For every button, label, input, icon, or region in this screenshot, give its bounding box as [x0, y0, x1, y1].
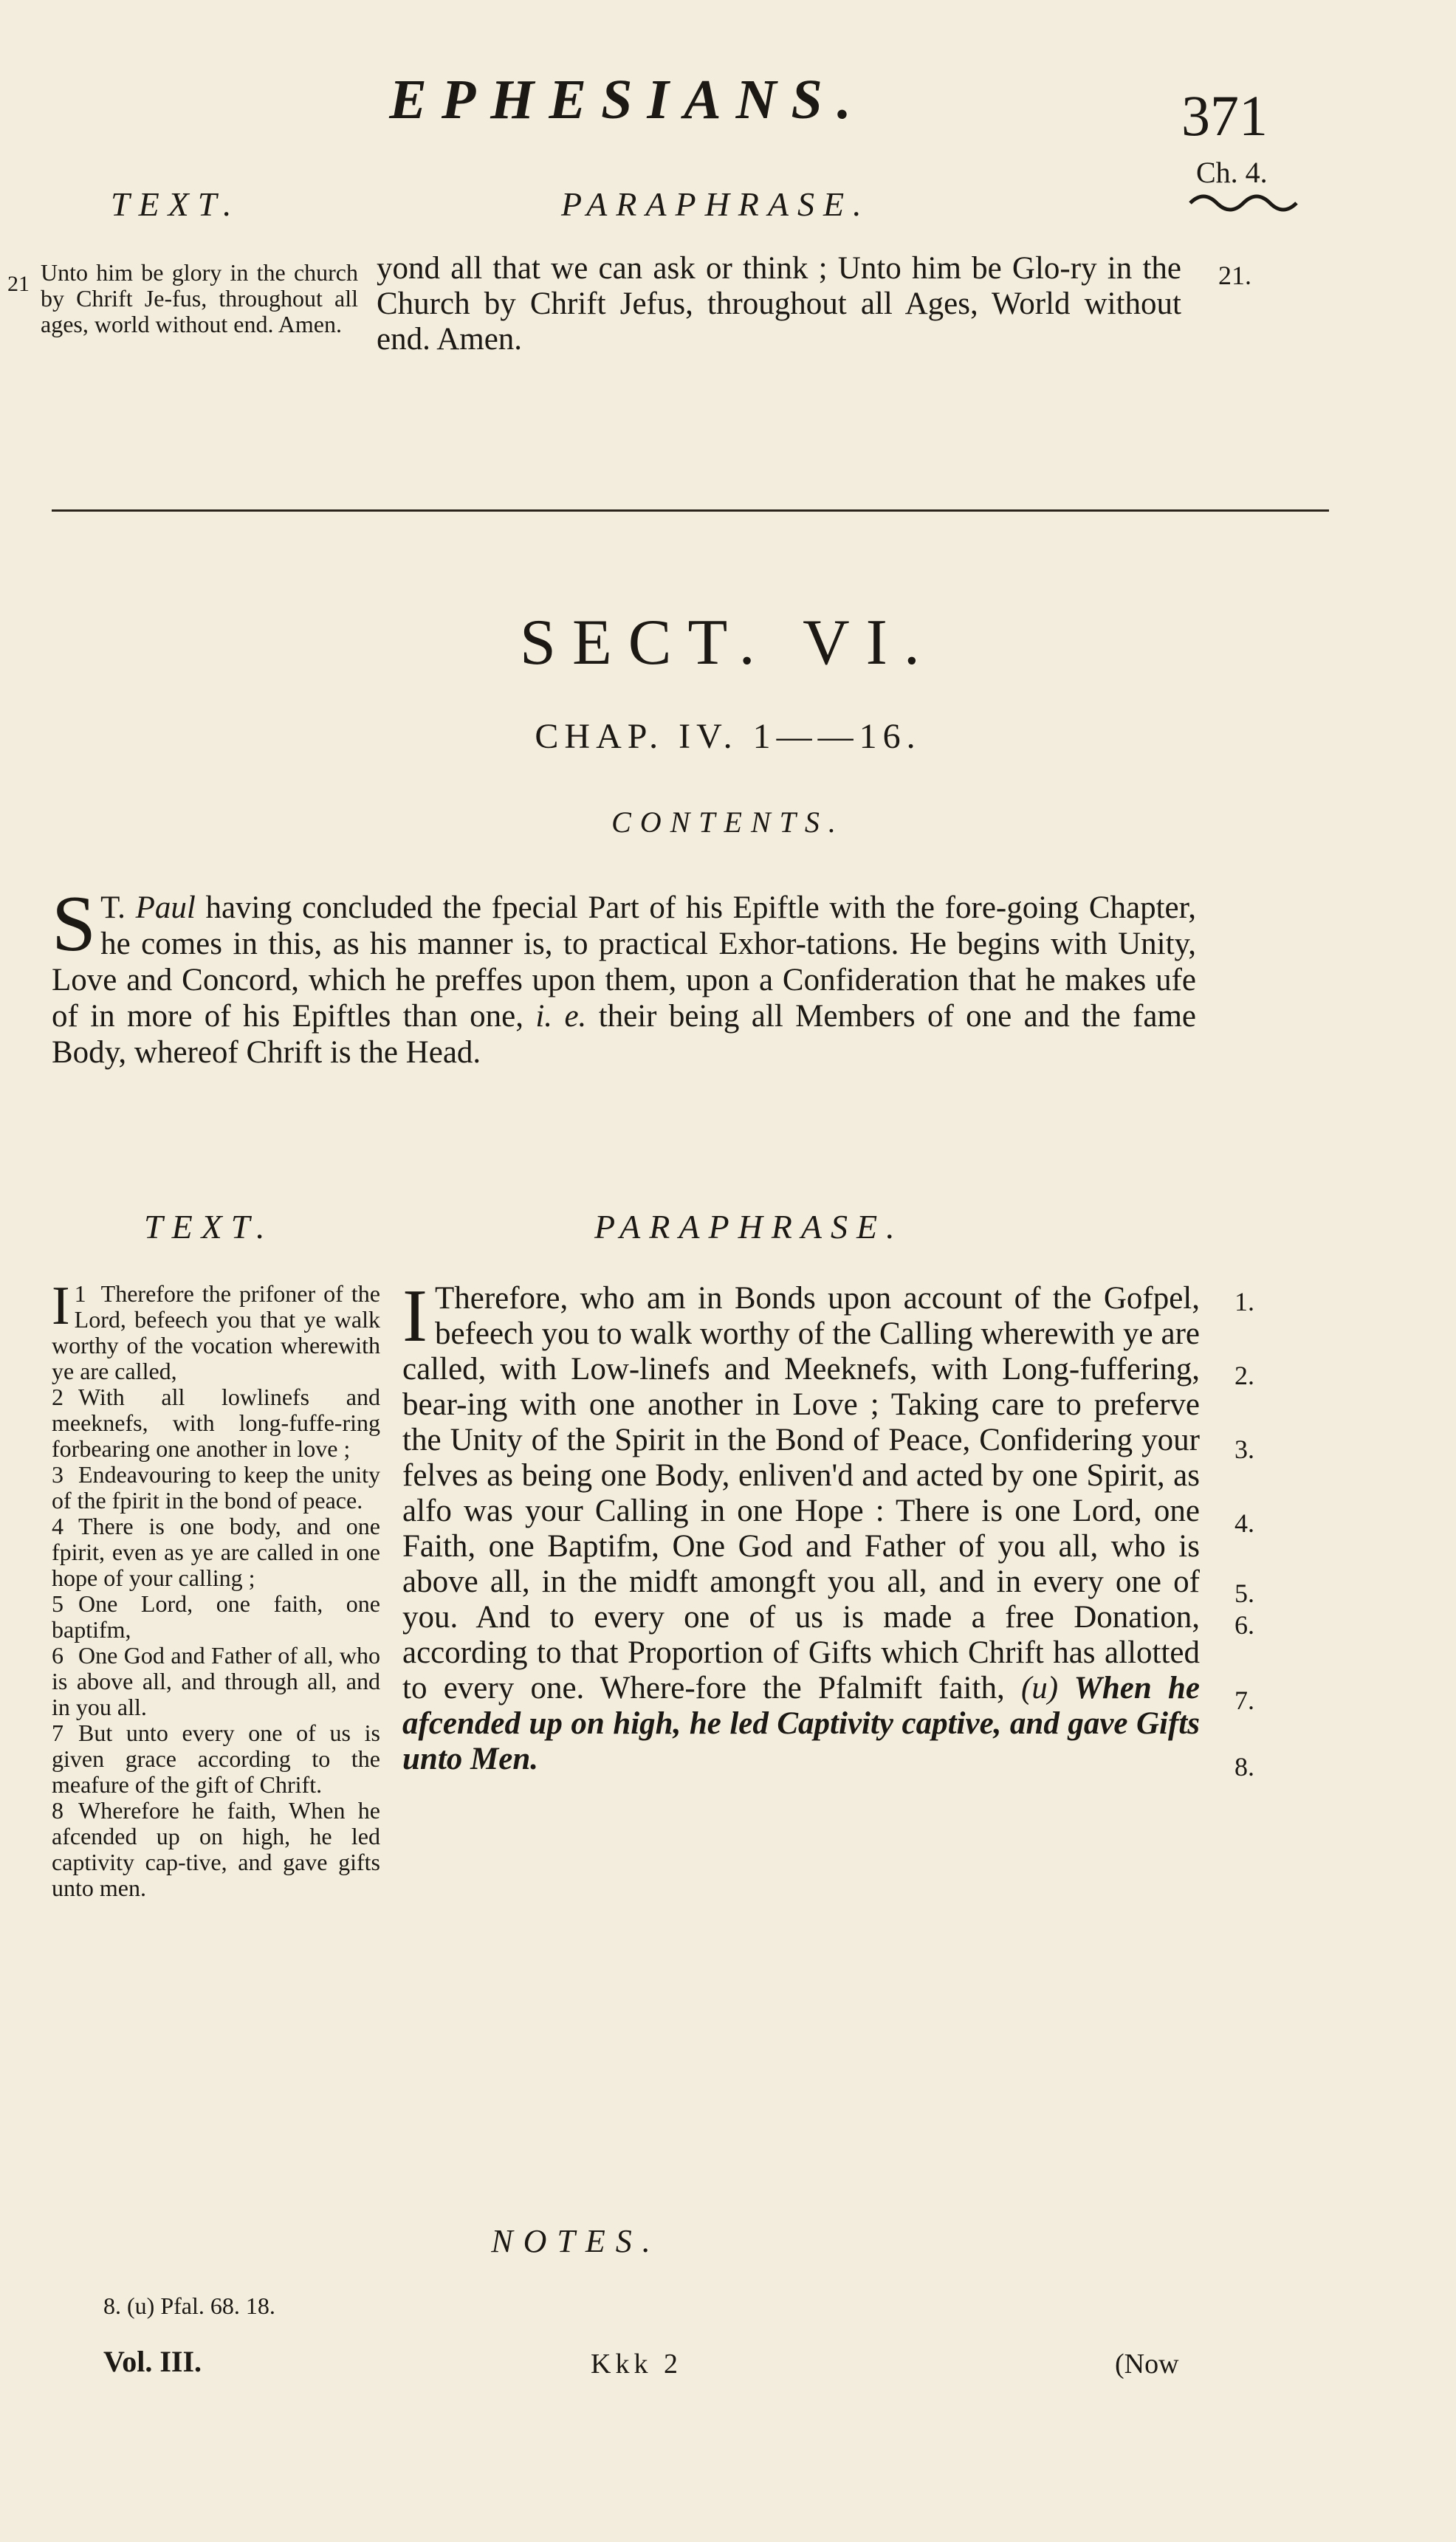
text-verse-3	[52, 1462, 380, 1514]
text-column-heading: TEXT.	[144, 1208, 274, 1246]
paraphrase-text-21: yond all that we can ask or think ; Unto him be Glo-ry in the Church by Chrift Jefus, throughout all Ages, World without end. Amen.	[377, 251, 1181, 357]
running-title: EPHESIANS.	[389, 69, 866, 131]
margin-number-2: 2.	[1234, 1361, 1254, 1390]
verse-text-21: Unto him be glory in the church by Chrift Je-fus, throughout all ages, world without end. Amen.	[41, 259, 358, 337]
margin-number-6: 6.	[1234, 1610, 1254, 1640]
verse-number-21: 21	[7, 272, 30, 296]
volume-label: Vol. III.	[103, 2345, 202, 2378]
paraphrase-column-heading-top: PARAPHRASE.	[561, 185, 870, 223]
text-verse-number: 1	[74, 1280, 86, 1307]
text-verse-drop-cap: I	[52, 1276, 70, 1336]
text-verse-8	[52, 1798, 380, 1901]
text-verse-2	[52, 1384, 380, 1462]
contents-name: Paul	[135, 890, 196, 925]
chapter-marker: Ch. 4.	[1196, 156, 1268, 189]
text-verse-5	[52, 1591, 380, 1643]
text-verse-number: 8	[52, 1797, 63, 1824]
margin-number-21: 21.	[1218, 261, 1251, 290]
text-verse-number: 3	[52, 1461, 63, 1488]
paraphrase-column	[402, 1274, 1201, 1777]
text-verse-7	[52, 1720, 380, 1798]
text-verse-body: Endeavouring to keep the unity of the fpirit in the bond of peace.	[52, 1461, 380, 1514]
text-verse-6	[52, 1643, 380, 1720]
paraphrase-body: Therefore, who am in Bonds upon account of the Gofpel, befeech you to walk worthy of the Calling wherewith ye are called, with Low-linefs and Meeknefs, with Long-fuffering, bear-ing with one another in Love ; Taking care to preferve the Unity of the Spirit in the Bond of Peace, Confidering your felves as being one Body, enliven'd and acted by one Spirit, as alfo was your Calling in one Hope : There is one Lord, one Faith, one Baptifm, One God and Father of you all, who is above all, in the midft amongft you all, and in every one of you. And to every one of us is made a free Donation, according to that Proportion of Gifts which Chrift has allotted to every one. Where-fore the Pfalmift faith,	[402, 1281, 1200, 1705]
contents-paragraph	[52, 880, 1196, 1071]
section-divider-rule	[52, 509, 1329, 512]
text-verse-body: With all lowlinefs and meeknefs, with long-fuffe-ring forbearing one another in love ;	[52, 1384, 380, 1462]
text-column-heading-top: TEXT.	[111, 185, 241, 223]
margin-number-3: 3.	[1234, 1435, 1254, 1464]
text-verse-number: 2	[52, 1384, 63, 1410]
page-number: 371	[1181, 83, 1268, 148]
notes-heading: NOTES.	[491, 2223, 661, 2259]
margin-number-4: 4.	[1234, 1508, 1254, 1538]
section-title: SECT. VI.	[520, 607, 936, 679]
margin-number-5: 5.	[1234, 1579, 1254, 1608]
text-verse-body: One Lord, one faith, one baptifm,	[52, 1590, 380, 1643]
margin-number-1: 1.	[1234, 1287, 1254, 1316]
contents-start: T.	[100, 890, 136, 925]
text-verse-number: 5	[52, 1590, 63, 1617]
paraphrase-note-mark: (u)	[1020, 1671, 1059, 1705]
text-verse-body: Wherefore he faith, When he afcended up on high, he led captivity cap-tive, and gave gifts unto men.	[52, 1797, 380, 1901]
contents-drop-cap: S	[52, 880, 97, 968]
paraphrase-drop-cap: I	[402, 1274, 427, 1358]
text-verse-4	[52, 1514, 380, 1591]
paraphrase-column-heading: PARAPHRASE.	[594, 1208, 904, 1246]
signature-mark: Kkk 2	[591, 2349, 682, 2380]
text-verse-body: Therefore the prifoner of the Lord, befeech you that ye walk worthy of the vocation wherewith ye are called,	[52, 1280, 380, 1384]
text-verse-body: But unto every one of us is given grace according to the meafure of the gift of Chrift.	[52, 1720, 380, 1798]
text-verse-number: 4	[52, 1513, 63, 1539]
margin-number-8: 8.	[1234, 1752, 1254, 1782]
catchword: (Now	[1115, 2349, 1179, 2380]
contents-ie: i. e.	[535, 999, 587, 1034]
chapter-line: CHAP. IV. 1——16.	[535, 717, 921, 756]
contents-rest: having concluded the fpecial Part of his Epiftle with the fore-going Chapter, he comes in this, as his manner is, to practical Exhor-tations. He begins with Unity, Love and Concord, which he preffes upon them, upon a Confideration that he makes ufe of in more of his Epiftles than one,	[52, 890, 1196, 1034]
text-verse-body: There is one body, and one fpirit, even as ye are called in one hope of your calling ;	[52, 1513, 380, 1591]
paraphrase-quote: When he afcended up on high, he led Captivity captive, and gave Gifts unto Men.	[402, 1671, 1201, 1776]
text-verse-number: 6	[52, 1642, 63, 1669]
wave-ornament-icon	[1189, 188, 1299, 218]
text-verse-body: One God and Father of all, who is above all, and through all, and in you all.	[52, 1642, 380, 1720]
text-column	[52, 1276, 380, 1901]
contents-heading: CONTENTS.	[611, 805, 845, 839]
footnote: 8. (u) Pfal. 68. 18.	[103, 2292, 275, 2319]
text-verse-number: 7	[52, 1720, 63, 1746]
text-verse-1	[52, 1276, 380, 1384]
contents-end: their being all Members of one and the fame Body, whereof Chrift is the Head.	[52, 999, 1196, 1070]
margin-number-7: 7.	[1234, 1686, 1254, 1715]
